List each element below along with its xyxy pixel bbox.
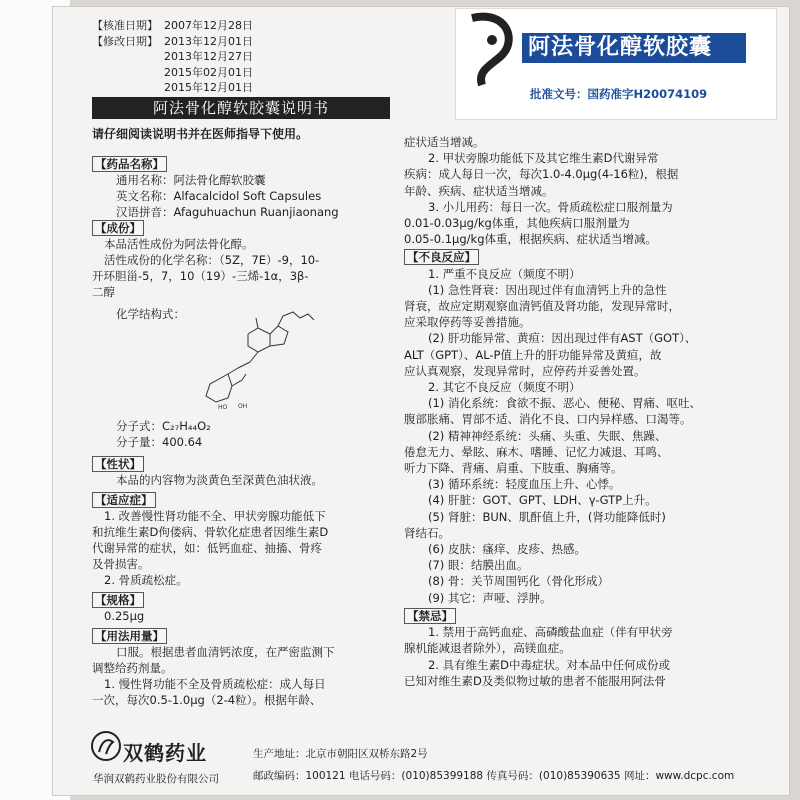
crane-logo-icon	[90, 730, 122, 762]
doc-title: 阿法骨化醇软胶囊说明书	[92, 97, 390, 119]
section-title-spec: 【规格】	[92, 592, 144, 608]
left-column-lower	[92, 456, 335, 708]
svg-text:OH: OH	[238, 403, 248, 410]
formula-block	[116, 418, 211, 450]
text-line: (2) 肝功能异常、黄疸：因出现过伴有AST（GOT）、	[428, 331, 697, 346]
text-line: 0.05-0.1μg/kg体重，根据疾病、症状适当增减。	[404, 232, 657, 247]
text-line: (4) 肝脏：GOT、GPT、LDH、γ-GTP上升。	[428, 493, 657, 508]
text-line: 0.25μg	[104, 609, 145, 623]
text-line: 3. 小儿用药：每日一次。骨质疏松症口服剂量为	[428, 199, 673, 214]
text-line: 1. 禁用于高钙血症、高磷酸盐血症（伴有甲状旁	[428, 625, 673, 640]
text-line: 应采取停药等妥善措施。	[404, 315, 531, 330]
company-name: 华润双鹤药业股份有限公司	[93, 773, 219, 785]
section-title-usage: 【用法用量】	[92, 628, 167, 644]
text-line: 2. 其它不良反应（频度不明）	[428, 380, 581, 395]
text-line: 2. 具有维生素D中毒症状。对本品中任何成份或	[428, 657, 670, 672]
section-title-contra: 【禁忌】	[404, 608, 456, 624]
text-line: 调整给药剂量。	[92, 661, 173, 675]
text-line: 腹部胀痛、胃部不适、消化不良、口内异样感、口渴等。	[404, 412, 692, 427]
text-line: 本品的内容物为淡黄色至深黄色油状液。	[116, 473, 323, 487]
dates-block	[92, 18, 253, 96]
section-title-name: 【药品名称】	[92, 156, 167, 172]
date-val: 2013年12月01日	[164, 34, 253, 48]
text-line: 汉语拼音：Afaguhuachun Ruanjiaonang	[116, 205, 339, 219]
date-val: 2015年12月01日	[164, 81, 253, 95]
text-line: 肾衰，故应定期观察血清钙值及肾功能，发现异常时，	[404, 299, 680, 314]
text-line: 1. 严重不良反应（频度不明）	[428, 266, 581, 281]
text-line: 应认真观察，发现异常时，应停药并妥善处置。	[404, 363, 646, 378]
date-val: 2015年02月01日	[164, 65, 253, 79]
approval-number: 批准文号：国药准字H20074109	[530, 87, 708, 101]
text-line: 活性成份的化学名称：（5Z，7E）-9，10-	[104, 253, 320, 267]
section-title-indications: 【适应症】	[92, 492, 156, 508]
text-line: 0.01-0.03μg/kg体重，其他疾病口服剂量为	[404, 216, 630, 231]
right-column	[404, 134, 701, 689]
svg-text:HO: HO	[218, 404, 228, 411]
text-line: 肾结石。	[404, 525, 450, 540]
text-line: 倦怠无力、晕眩、麻木、嗜睡、记忆力减退、耳鸣、	[404, 444, 669, 459]
text-line: 本品活性成份为阿法骨化醇。	[104, 237, 254, 251]
text-line: 疾病：成人每日一次，每次1.0-4.0μg(4-16粒)，根据	[404, 167, 679, 182]
text-line: 化学结构式：	[116, 307, 185, 321]
text-line: (8) 骨：关节周围钙化（骨化形成）	[428, 574, 609, 589]
text-line: (1) 消化系统：食欲不振、恶心、便秘、胃痛、呕吐、	[428, 396, 701, 411]
date-val: 2007年12月28日	[164, 19, 253, 33]
text-line: 英文名称：Alfacalcidol Soft Capsules	[116, 189, 322, 203]
molecular-weight: 分子量：400.64	[116, 435, 203, 449]
text-line: 和抗维生素D佝偻病、骨软化症患者因维生素D	[92, 525, 329, 539]
text-line: 一次，每次0.5-1.0μg（2-4粒）。根据年龄、	[92, 693, 322, 707]
text-line: 腺机能减退者除外），高镁血症。	[404, 641, 571, 656]
chemical-structure-diagram	[198, 304, 318, 414]
text-line: 通用名称：阿法骨化醇软胶囊	[116, 173, 266, 187]
text-line: 代谢异常的症状，如：低钙血症、抽搐、骨疼	[92, 541, 322, 555]
text-line: 2. 甲状旁腺功能低下及其它维生素D代谢异常	[428, 151, 659, 166]
date-key: 【修改日期】	[92, 34, 158, 48]
text-line: 1. 改善慢性肾功能不全、甲状旁腺功能低下	[104, 509, 326, 523]
footer-brand: 双鹤药业	[123, 741, 207, 765]
production-address: 生产地址：北京市朝阳区双桥东路2号	[253, 748, 428, 760]
text-line: ALT（GPT）、AL-P值上升的肝功能异常及黄疸，故	[404, 347, 662, 362]
section-title-composition: 【成份】	[92, 220, 144, 236]
text-line: (1) 急性肾衰：因出现过伴有血清钙上升的急性	[428, 282, 667, 297]
text-line: 口服。根据患者血清钙浓度，在严密监测下	[116, 645, 335, 659]
text-line: 开环胆甾-5，7，10（19）-三烯-1α，3β-	[92, 269, 309, 283]
text-line: 二醇	[92, 285, 115, 299]
text-line: 2. 骨质疏松症。	[104, 573, 188, 587]
text-line: (9) 其它：声哑、浮肿。	[428, 590, 552, 605]
text-line: (3) 循环系统：轻度血压上升、心悸。	[428, 477, 621, 492]
brand-name: 阿法骨化醇软胶囊	[522, 33, 746, 63]
section-title-props: 【性状】	[92, 456, 144, 472]
text-line: (6) 皮肤：瘙痒、皮疹、热感。	[428, 542, 586, 557]
brand-swoosh-icon	[462, 10, 520, 90]
text-line: 已知对维生素D及类似物过敏的患者不能服用阿法骨	[404, 673, 666, 688]
text-line: (2) 精神神经系统：头痛、头重、失眠、焦躁、	[428, 428, 667, 443]
text-line: 年龄、疾病、症状适当增减。	[404, 183, 554, 198]
molecular-formula: 分子式：C₂₇H₄₄O₂	[116, 419, 211, 433]
left-column	[92, 156, 339, 322]
text-line: 及骨损害。	[92, 557, 150, 571]
text-line: 症状适当增减。	[404, 135, 485, 149]
warning-text: 请仔细阅读说明书并在医师指导下使用。	[92, 127, 309, 141]
contact-info: 邮政编码：100121 电话号码：(010)85399188 传真号码：(010)85390635 网址：www.dcpc.com	[253, 770, 735, 782]
section-title-adverse: 【不良反应】	[404, 249, 479, 265]
date-key: 【核准日期】	[92, 19, 158, 33]
text-line: 听力下降、背痛、肩重、下肢重、胸痛等。	[404, 461, 623, 476]
text-line: 1. 慢性肾功能不全及骨质疏松症：成人每日	[104, 677, 326, 691]
text-line: (5) 肾脏：BUN、肌酐值上升，(肾功能降低时)	[428, 509, 666, 524]
text-line: (7) 眼：结膜出血。	[428, 558, 529, 573]
date-val: 2013年12月27日	[164, 50, 253, 64]
